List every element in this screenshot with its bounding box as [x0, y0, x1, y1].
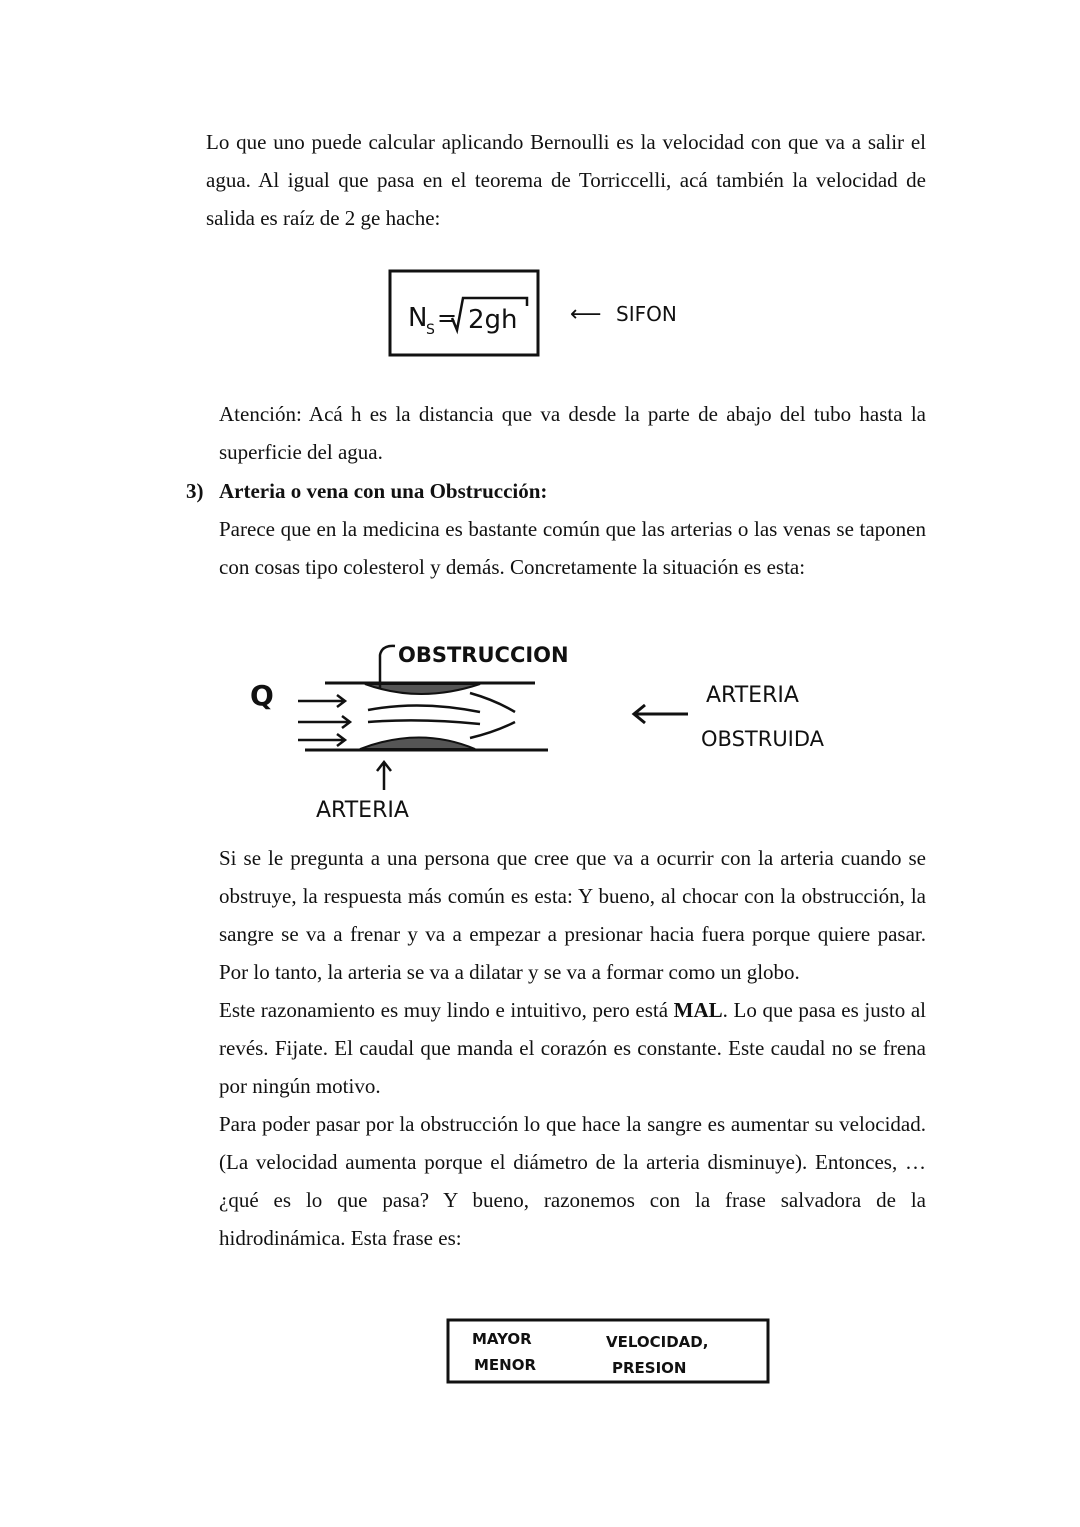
- diagram-right-arrow: [634, 705, 688, 723]
- text-block-explanation: [219, 839, 926, 1257]
- formula-box: [390, 271, 677, 355]
- formula-lhs: N: [408, 303, 428, 333]
- section-title: Arteria o vena con una Obstrucción:: [219, 479, 548, 503]
- diagram-label-obstruccion: OBSTRUCCION: [398, 643, 569, 667]
- diagram-label-arteria-right-2: OBSTRUIDA: [701, 727, 825, 751]
- arteria-pointer-arrow: [377, 762, 391, 790]
- paragraph-atencion: Atención: Acá h es la distancia que va desde la parte de abajo del tubo hasta la superficie del agua.: [219, 402, 926, 464]
- diagram-label-q: Q: [250, 679, 274, 712]
- paragraph-bernoulli: Lo que uno puede calcular aplicando Bernoulli es la velocidad con que va a salir el agua. Al igual que pasa en el teorema de Torriccelli, acá también la velocidad de salida es raíz de 2 ge hache:: [206, 130, 926, 230]
- section-number: 3): [186, 479, 204, 503]
- diagram-label-arteria-bottom: ARTERIA: [316, 798, 409, 823]
- phrase-box: [448, 1320, 768, 1382]
- paragraph-razonamiento-after: . Lo que pasa es justo al revés. Fijate. El caudal que manda el corazón es constante. Este caudal no se frena por ningún motivo.: [219, 998, 927, 1098]
- phrase-line1-a: MAYOR: [472, 1330, 532, 1348]
- paragraph-razonamiento-bold: MAL: [673, 998, 723, 1022]
- paragraph-medicina: Parece que en la medicina es bastante común que las arterias o las venas se taponen con cosas tipo colesterol y demás. Concretamente la situación es esta:: [219, 517, 926, 579]
- section-heading: [186, 472, 926, 510]
- artery-diagram: [250, 643, 825, 823]
- obstruction-top: [365, 684, 480, 694]
- formula-radicand: 2gh: [468, 305, 518, 335]
- phrase-line2-b: PRESION: [612, 1359, 687, 1377]
- formula-label-sifon: SIFON: [616, 302, 677, 326]
- formula-arrow: ⟵: [570, 302, 602, 327]
- formula-equals: =: [437, 304, 458, 332]
- paragraph-pregunta: Si se le pregunta a una persona que cree que va a ocurrir con la arteria cuando se obstruye, la respuesta más común es esta: Y bueno, al chocar con la obstrucción, la sangre se va a frenar y va a empezar a presionar hacia fuera porque quiere pasar. Por lo tanto, la arteria se va a dilatar y se va a formar como un globo.: [219, 846, 926, 984]
- formula-lhs-sub: S: [426, 322, 435, 338]
- diagram-label-arteria-right-1: ARTERIA: [706, 683, 799, 708]
- phrase-line2-a: MENOR: [474, 1356, 537, 1374]
- paragraph-razonamiento: [219, 991, 926, 1105]
- obstruction-bottom: [360, 738, 475, 750]
- paragraph-razonamiento-before: Este razonamiento es muy lindo e intuitivo, pero está: [219, 998, 674, 1022]
- paragraph-obstruccion: Para poder pasar por la obstrucción lo que hace la sangre es aumentar su velocidad. (La velocidad aumenta porque el diámetro de la arteria disminuye). Entonces, … ¿qué es lo que pasa? Y bueno, razonemos con la frase salvadora de la hidrodinámica. Esta frase es:: [219, 1112, 926, 1250]
- phrase-line1-b: VELOCIDAD,: [606, 1333, 709, 1351]
